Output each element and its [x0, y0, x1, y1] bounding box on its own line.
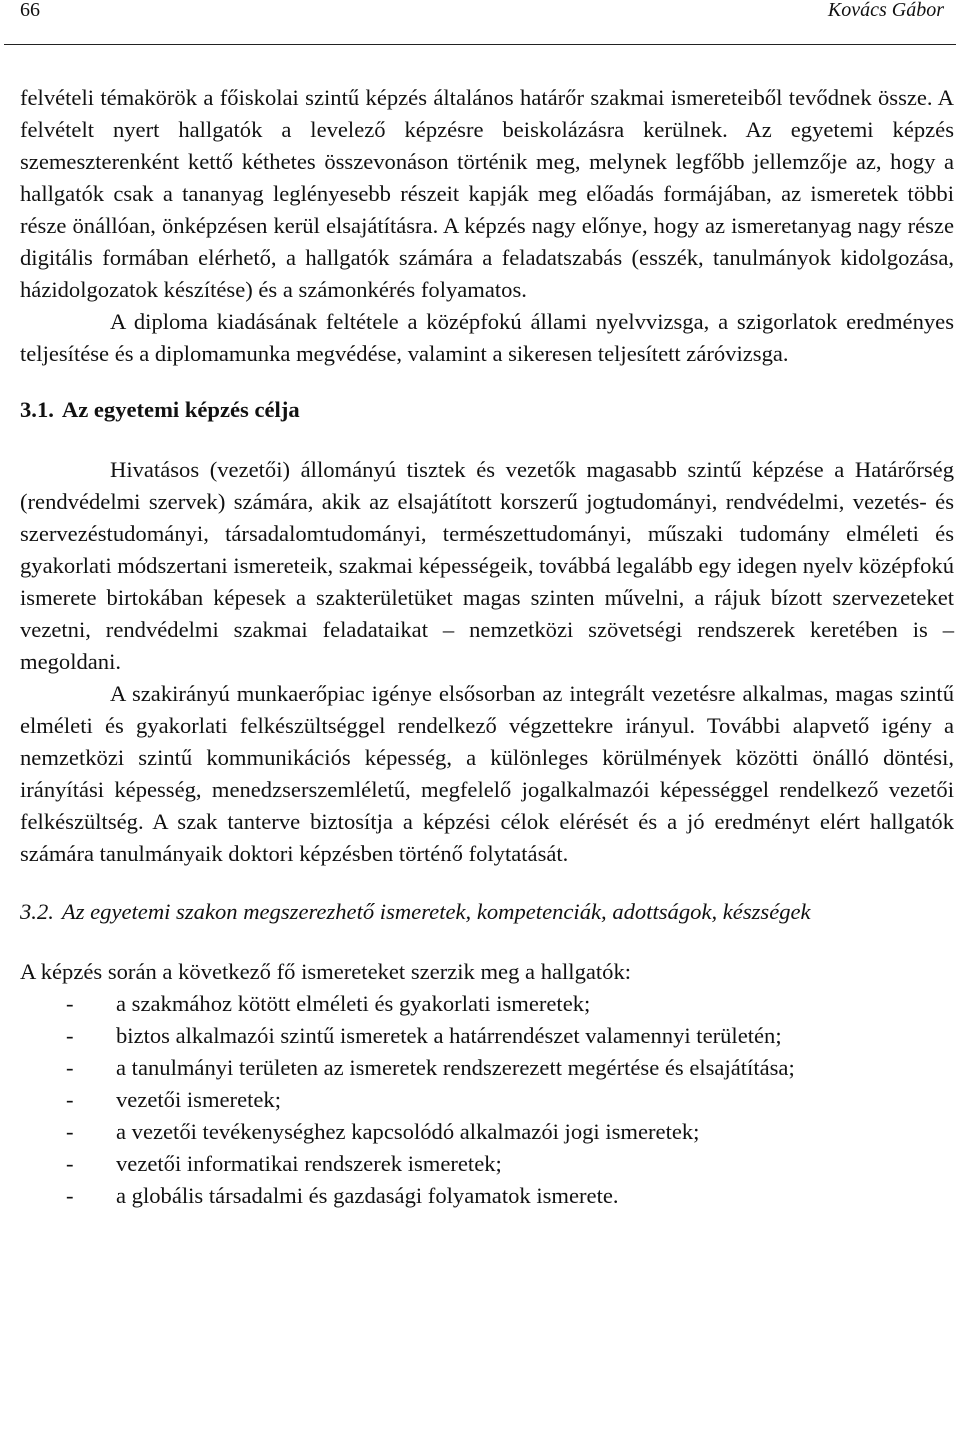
- paragraph-knowledge-intro: A képzés során a következő fő ismereteket szerzik meg a hallgatók:: [20, 959, 632, 984]
- paragraph-training-goal: Hivatásos (vezetői) állományú tisztek és vezetők magasabb szintű képzése a Határőrség (rendvédelmi szervek) számára, akik az elsajátított korszerű jogtudományi, rendvédelmi, vezetés- és szervezéstudományi, társadalomtudományi, természettudományi, műszaki tudomány elméleti és gyakorlati módszertani ismereteik, szakmai képességeik, továbbá legalább egy idegen nyelv középfokú ismerete birtokában képesek a szakterületüket magas szinten művelni, a rájuk bízott szervezeteket vezetni, rendvédelmi szakmai feladataikat – nemzetközi szövetségi rendszerek keretében is – megoldani.: [20, 457, 954, 674]
- list-item-text: vezetői ismeretek;: [116, 1087, 281, 1112]
- list-item: [20, 1116, 954, 1148]
- page-number: 66: [20, 0, 40, 21]
- knowledge-list: [20, 988, 954, 1212]
- paragraph-admission: felvételi témakörök a főiskolai szintű képzés általános határőr szakmai ismereteiből tevődnek össze. A felvételt nyert hallgatók a levelező képzésre beiskolázásra kerülnek. Az egyetemi képzés szemeszterenként kettő kéthetes összevonáson történik meg, melynek legfőbb jellemzője az, hogy a hallgatók csak a tananyag leglényesebb részeit kapják meg előadás formájában, az ismeretek többi része önállóan, önképzésen kerül elsajátításra. A képzés nagy előnye, hogy az ismeretanyag nagy része digitális formában elérhető, a hallgatók számára a feladatszabás (esszék, tanulmányok kidolgozása, házidolgozatok készítése) és a számonkérés folyamatos.: [20, 85, 954, 302]
- section-heading-3-1: [20, 394, 954, 426]
- list-dash: -: [66, 1151, 74, 1176]
- list-item-text: biztos alkalmazói szintű ismeretek a határrendészet valamennyi területén;: [116, 1023, 782, 1048]
- header-divider: [4, 44, 956, 45]
- list-dash: -: [66, 1055, 74, 1080]
- list-item-text: a vezetői tevékenységhez kapcsolódó alkalmazói jogi ismeretek;: [116, 1119, 700, 1144]
- list-dash: -: [66, 1119, 74, 1144]
- list-item: [20, 988, 954, 1020]
- list-dash: -: [66, 1183, 74, 1208]
- section-title: Az egyetemi képzés célja: [61, 397, 300, 422]
- list-item: [20, 1148, 954, 1180]
- list-item-text: vezetői informatikai rendszerek ismeretek;: [116, 1151, 502, 1176]
- section-number: 3.1.: [20, 397, 54, 422]
- list-item-text: a tanulmányi területen az ismeretek rendszerezett megértése és elsajátítása;: [116, 1055, 795, 1080]
- list-dash: -: [66, 1087, 74, 1112]
- section-number: 3.2.: [20, 899, 54, 924]
- running-author: Kovács Gábor: [827, 0, 944, 21]
- running-header: [20, 0, 944, 22]
- list-item: [20, 1020, 954, 1052]
- paragraph-diploma: A diploma kiadásának feltétele a középfokú állami nyelvvizsga, a szigorlatok eredményes teljesítése és a diplomamunka megvédése, valamint a sikeresen teljesített záróvizsga.: [20, 309, 954, 366]
- list-item: [20, 1052, 954, 1084]
- page-body: [20, 82, 954, 1212]
- list-item: [20, 1180, 954, 1212]
- list-item-text: a szakmához kötött elméleti és gyakorlati ismeretek;: [116, 991, 591, 1016]
- paragraph-labour-market: A szakirányú munkaerőpiac igénye elsősorban az integrált vezetésre alkalmas, magas szintű elméleti és gyakorlati felkészültséggel rendelkező végzettekre irányul. További alapvető igény a nemzetközi szintű kommunikációs képesség, a különleges körülmények közötti önálló döntési, irányítási képesség, menedzserszemléletű, megfelelő jogalkalmazói képességgel rendelkező vezetői felkészültség. A szak tanterve biztosítja a képzési célok elérését és a jó eredményt elért hallgatók számára tanulmányaik doktori képzésben történő folytatását.: [20, 681, 954, 866]
- list-dash: -: [66, 1023, 74, 1048]
- list-item-text: a globális társadalmi és gazdasági folyamatok ismerete.: [116, 1183, 619, 1208]
- section-title: Az egyetemi szakon megszerezhető ismeretek, kompetenciák, adottságok, készségek: [61, 899, 811, 924]
- list-item: [20, 1084, 954, 1116]
- section-heading-3-2: [20, 896, 954, 928]
- list-dash: -: [66, 991, 74, 1016]
